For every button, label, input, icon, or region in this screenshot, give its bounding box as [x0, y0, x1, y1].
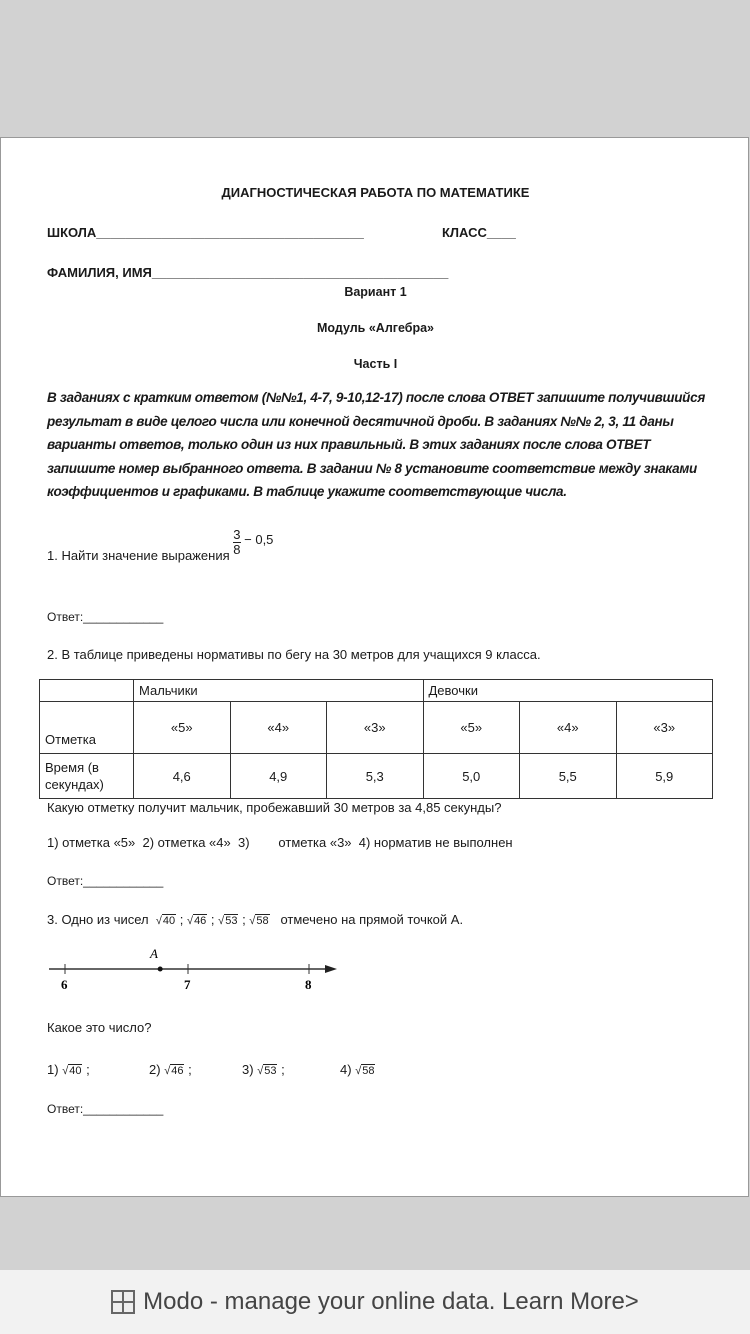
- opt-num: 1): [47, 1062, 59, 1077]
- q3-text: 3. Одно из чисел √40 ; √46 ; √53 ; √58 отмечено на прямой точкой А.: [47, 912, 464, 927]
- instructions: В заданиях с кратким ответом (№№1, 4-7, 9-10,12-17) после слова ОТВЕТ запишите получившийся результат в виде целого числа или конечной десятичной дроби. В заданиях №№ 2, 3, 11 даны варианты ответов, только один из них правильный. В этих заданиях после слова ОТВЕТ запишите номер выбранного ответа. В задании № 8 установите соответствие между знаками коэффициентов и графиками. В таблице укажите соответствующие числа.: [47, 390, 705, 499]
- sqrt-53: √53: [218, 915, 238, 927]
- part: Часть I: [353, 357, 398, 371]
- sqrt-46: √46: [164, 1065, 184, 1077]
- norms-table: [39, 679, 713, 799]
- time-cell: 5,3: [327, 754, 424, 799]
- radicand: 58: [362, 1065, 375, 1077]
- document-page: [0, 137, 749, 1197]
- header-girls: Девочки: [423, 680, 713, 702]
- sqrt-53: √53: [257, 1065, 277, 1077]
- time-cell: 4,6: [134, 754, 231, 799]
- opt-num: 2): [149, 1062, 161, 1077]
- banner-text[interactable]: Modo - manage your online data. Learn More>: [143, 1288, 639, 1315]
- sqrt-40: √40: [62, 1065, 82, 1077]
- q3-label-b: отмечено на прямой точкой А.: [280, 912, 464, 927]
- radicand: 40: [162, 915, 176, 927]
- q2-question: Какую отметку получит мальчик, пробежавший 30 метров за 4,85 секунды?: [47, 800, 502, 815]
- sqrt-58: √58: [249, 915, 269, 927]
- q3-option-2: 2) √46 ;: [149, 1062, 192, 1077]
- name-field: ФАМИЛИЯ, ИМЯ_________________________________________: [47, 265, 449, 280]
- radicand: 53: [264, 1065, 277, 1077]
- q2-options: 1) отметка «5» 2) отметка «4» 3) отметка «3» 4) норматив не выполнен: [47, 835, 513, 850]
- ad-banner[interactable]: [0, 1270, 750, 1334]
- school-field: ШКОЛА_____________________________________: [47, 225, 364, 240]
- denominator: 8: [233, 542, 241, 557]
- point-a-label: A: [150, 946, 158, 961]
- mark-cell: «5»: [423, 702, 520, 754]
- q3-option-4: [340, 1062, 375, 1077]
- mark-cell: «3»: [327, 702, 424, 754]
- radicand: 53: [225, 915, 238, 927]
- q1-rest: − 0,5: [244, 531, 274, 547]
- sqrt-40: √40: [155, 915, 176, 927]
- radicand: 58: [256, 915, 269, 927]
- tick-label-8: 8: [305, 977, 312, 992]
- sqrt-46: √46: [187, 915, 207, 927]
- variant: Вариант 1: [344, 285, 407, 299]
- q3-option-3: 3) √53 ;: [242, 1062, 285, 1077]
- q3-label-a: 3. Одно из чисел: [47, 912, 149, 927]
- opt-num: 3): [242, 1062, 254, 1077]
- mark-cell: «3»: [616, 702, 713, 754]
- radicand: 46: [171, 1065, 184, 1077]
- mark-cell: «4»: [230, 702, 327, 754]
- fraction: [233, 528, 240, 557]
- numerator: 3: [233, 527, 241, 542]
- cell-empty: [40, 680, 134, 702]
- q1-text: [47, 527, 274, 571]
- opt-num: 4): [340, 1062, 352, 1077]
- point-a: [158, 967, 163, 972]
- q3-question: Какое это число?: [47, 1020, 152, 1035]
- q2-text: 2. В таблице приведены нормативы по бегу на 30 метров для учащихся 9 класса.: [47, 647, 541, 662]
- time-label: Время (в секундах): [40, 754, 134, 799]
- modo-logo-icon: [111, 1290, 135, 1314]
- time-cell: 5,0: [423, 754, 520, 799]
- time-cell: 4,9: [230, 754, 327, 799]
- mark-cell: «5»: [134, 702, 231, 754]
- header-boys: Мальчики: [134, 680, 424, 702]
- tick-label-7: 7: [184, 977, 191, 992]
- q3-option-1: 1) √40 ;: [47, 1062, 90, 1077]
- q2-answer: Ответ:____________: [47, 874, 164, 888]
- mark-label: Отметка: [40, 702, 134, 754]
- time-cell: 5,5: [520, 754, 617, 799]
- mark-cell: «4»: [520, 702, 617, 754]
- time-cell: 5,9: [616, 754, 713, 799]
- number-line: [47, 943, 347, 993]
- sqrt-58: √58: [355, 1065, 375, 1077]
- radicand: 46: [194, 915, 207, 927]
- q3-answer: Ответ:____________: [47, 1102, 164, 1116]
- tick-label-6: 6: [61, 977, 68, 992]
- doc-title: ДИАГНОСТИЧЕСКАЯ РАБОТА ПО МАТЕМАТИКЕ: [221, 185, 530, 200]
- q1-answer: Ответ:____________: [47, 610, 164, 624]
- radicand: 40: [69, 1065, 82, 1077]
- class-field: КЛАСС____: [442, 225, 516, 240]
- q1-label: 1. Найти значение выражения: [47, 547, 230, 563]
- arrow-icon: [325, 965, 337, 973]
- module: Модуль «Алгебра»: [316, 321, 435, 335]
